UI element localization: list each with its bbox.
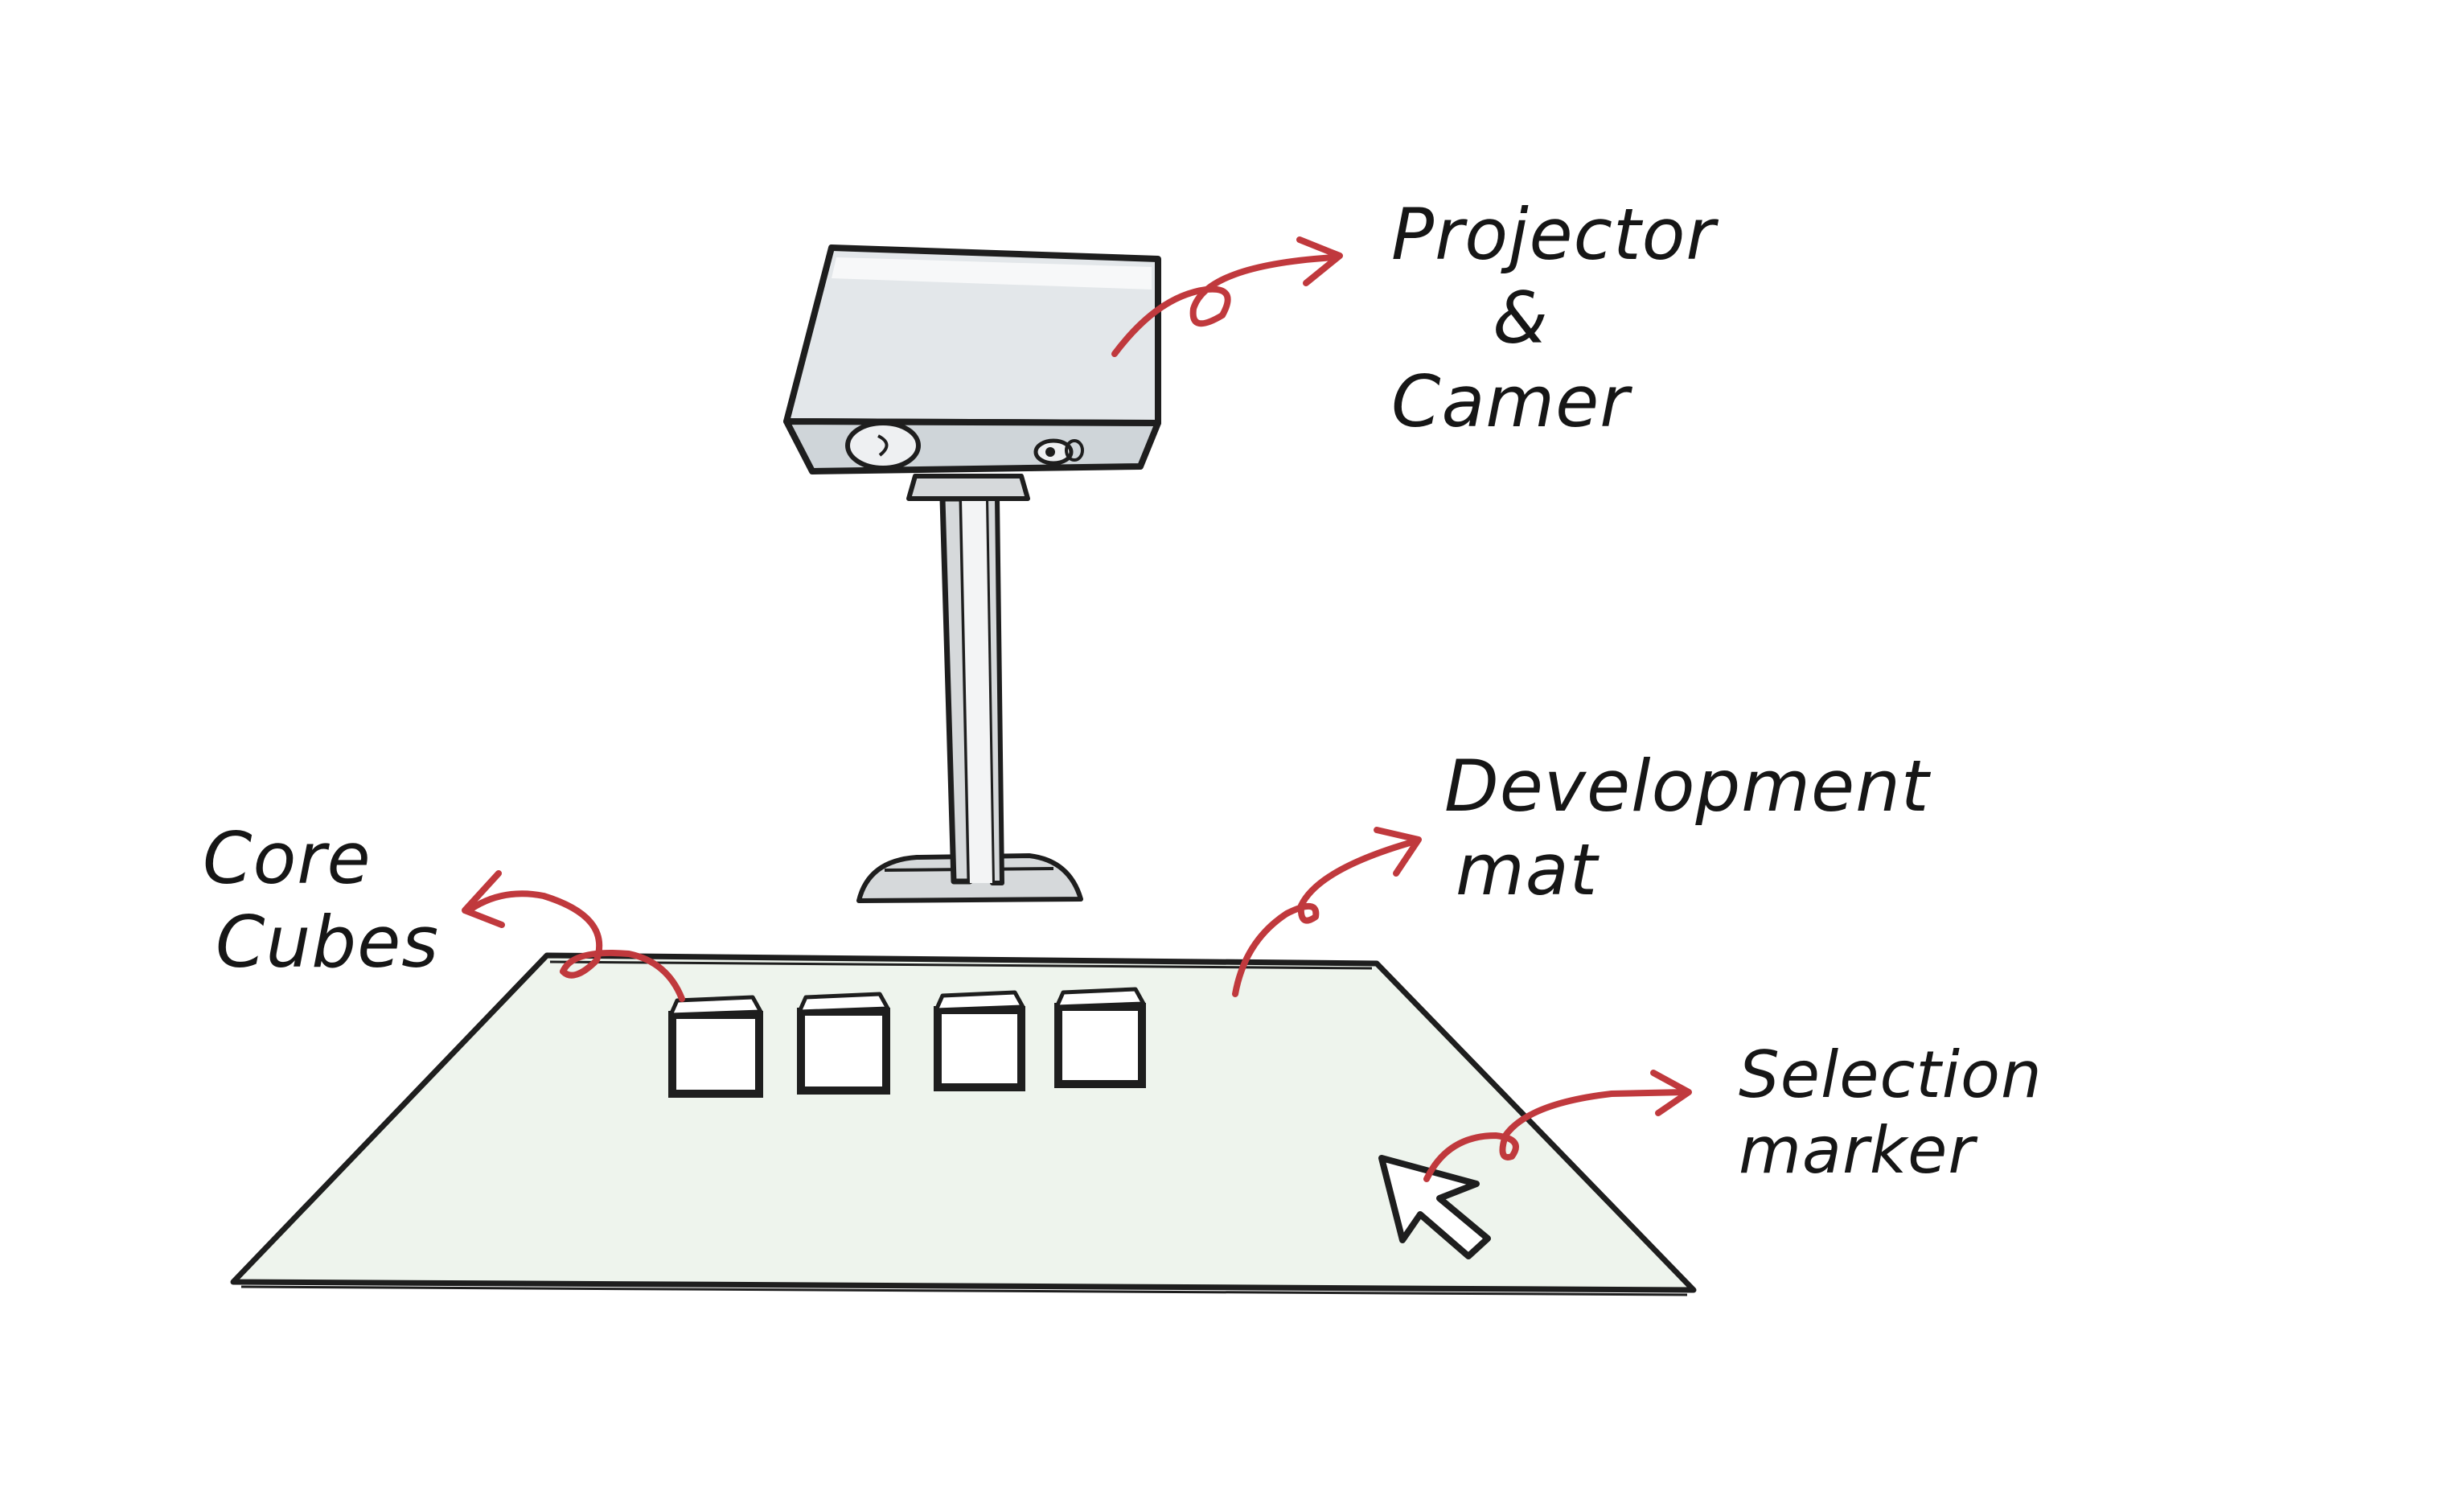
selection-marker-label-line2: marker bbox=[1739, 1113, 1976, 1189]
projector-camera-label-line3: Camer bbox=[1391, 359, 1630, 443]
core-cubes-label-line2: Cubes bbox=[216, 900, 440, 984]
development-mat-label-line2: mat bbox=[1456, 828, 1599, 911]
projector-stand bbox=[859, 476, 1081, 901]
development-mat-label-line1: Development bbox=[1444, 745, 1930, 828]
core-cubes-label bbox=[203, 817, 439, 984]
projector-camera bbox=[786, 248, 1158, 471]
core-cube bbox=[1057, 989, 1144, 1084]
selection-marker-label-line1: Selection bbox=[1739, 1037, 2043, 1112]
core-cubes-label-line1: Core bbox=[203, 817, 372, 900]
projector-camera-label-line2: & bbox=[1493, 276, 1549, 359]
development-mat-label bbox=[1444, 745, 1929, 912]
core-cube bbox=[671, 997, 761, 1094]
core-cube bbox=[936, 992, 1023, 1087]
core-cube bbox=[799, 994, 888, 1091]
projector-camera-label bbox=[1391, 193, 1716, 443]
projector-camera-label-line1: Projector bbox=[1391, 193, 1716, 276]
selection-marker-label bbox=[1739, 1037, 2043, 1189]
projector-lens bbox=[848, 423, 918, 468]
